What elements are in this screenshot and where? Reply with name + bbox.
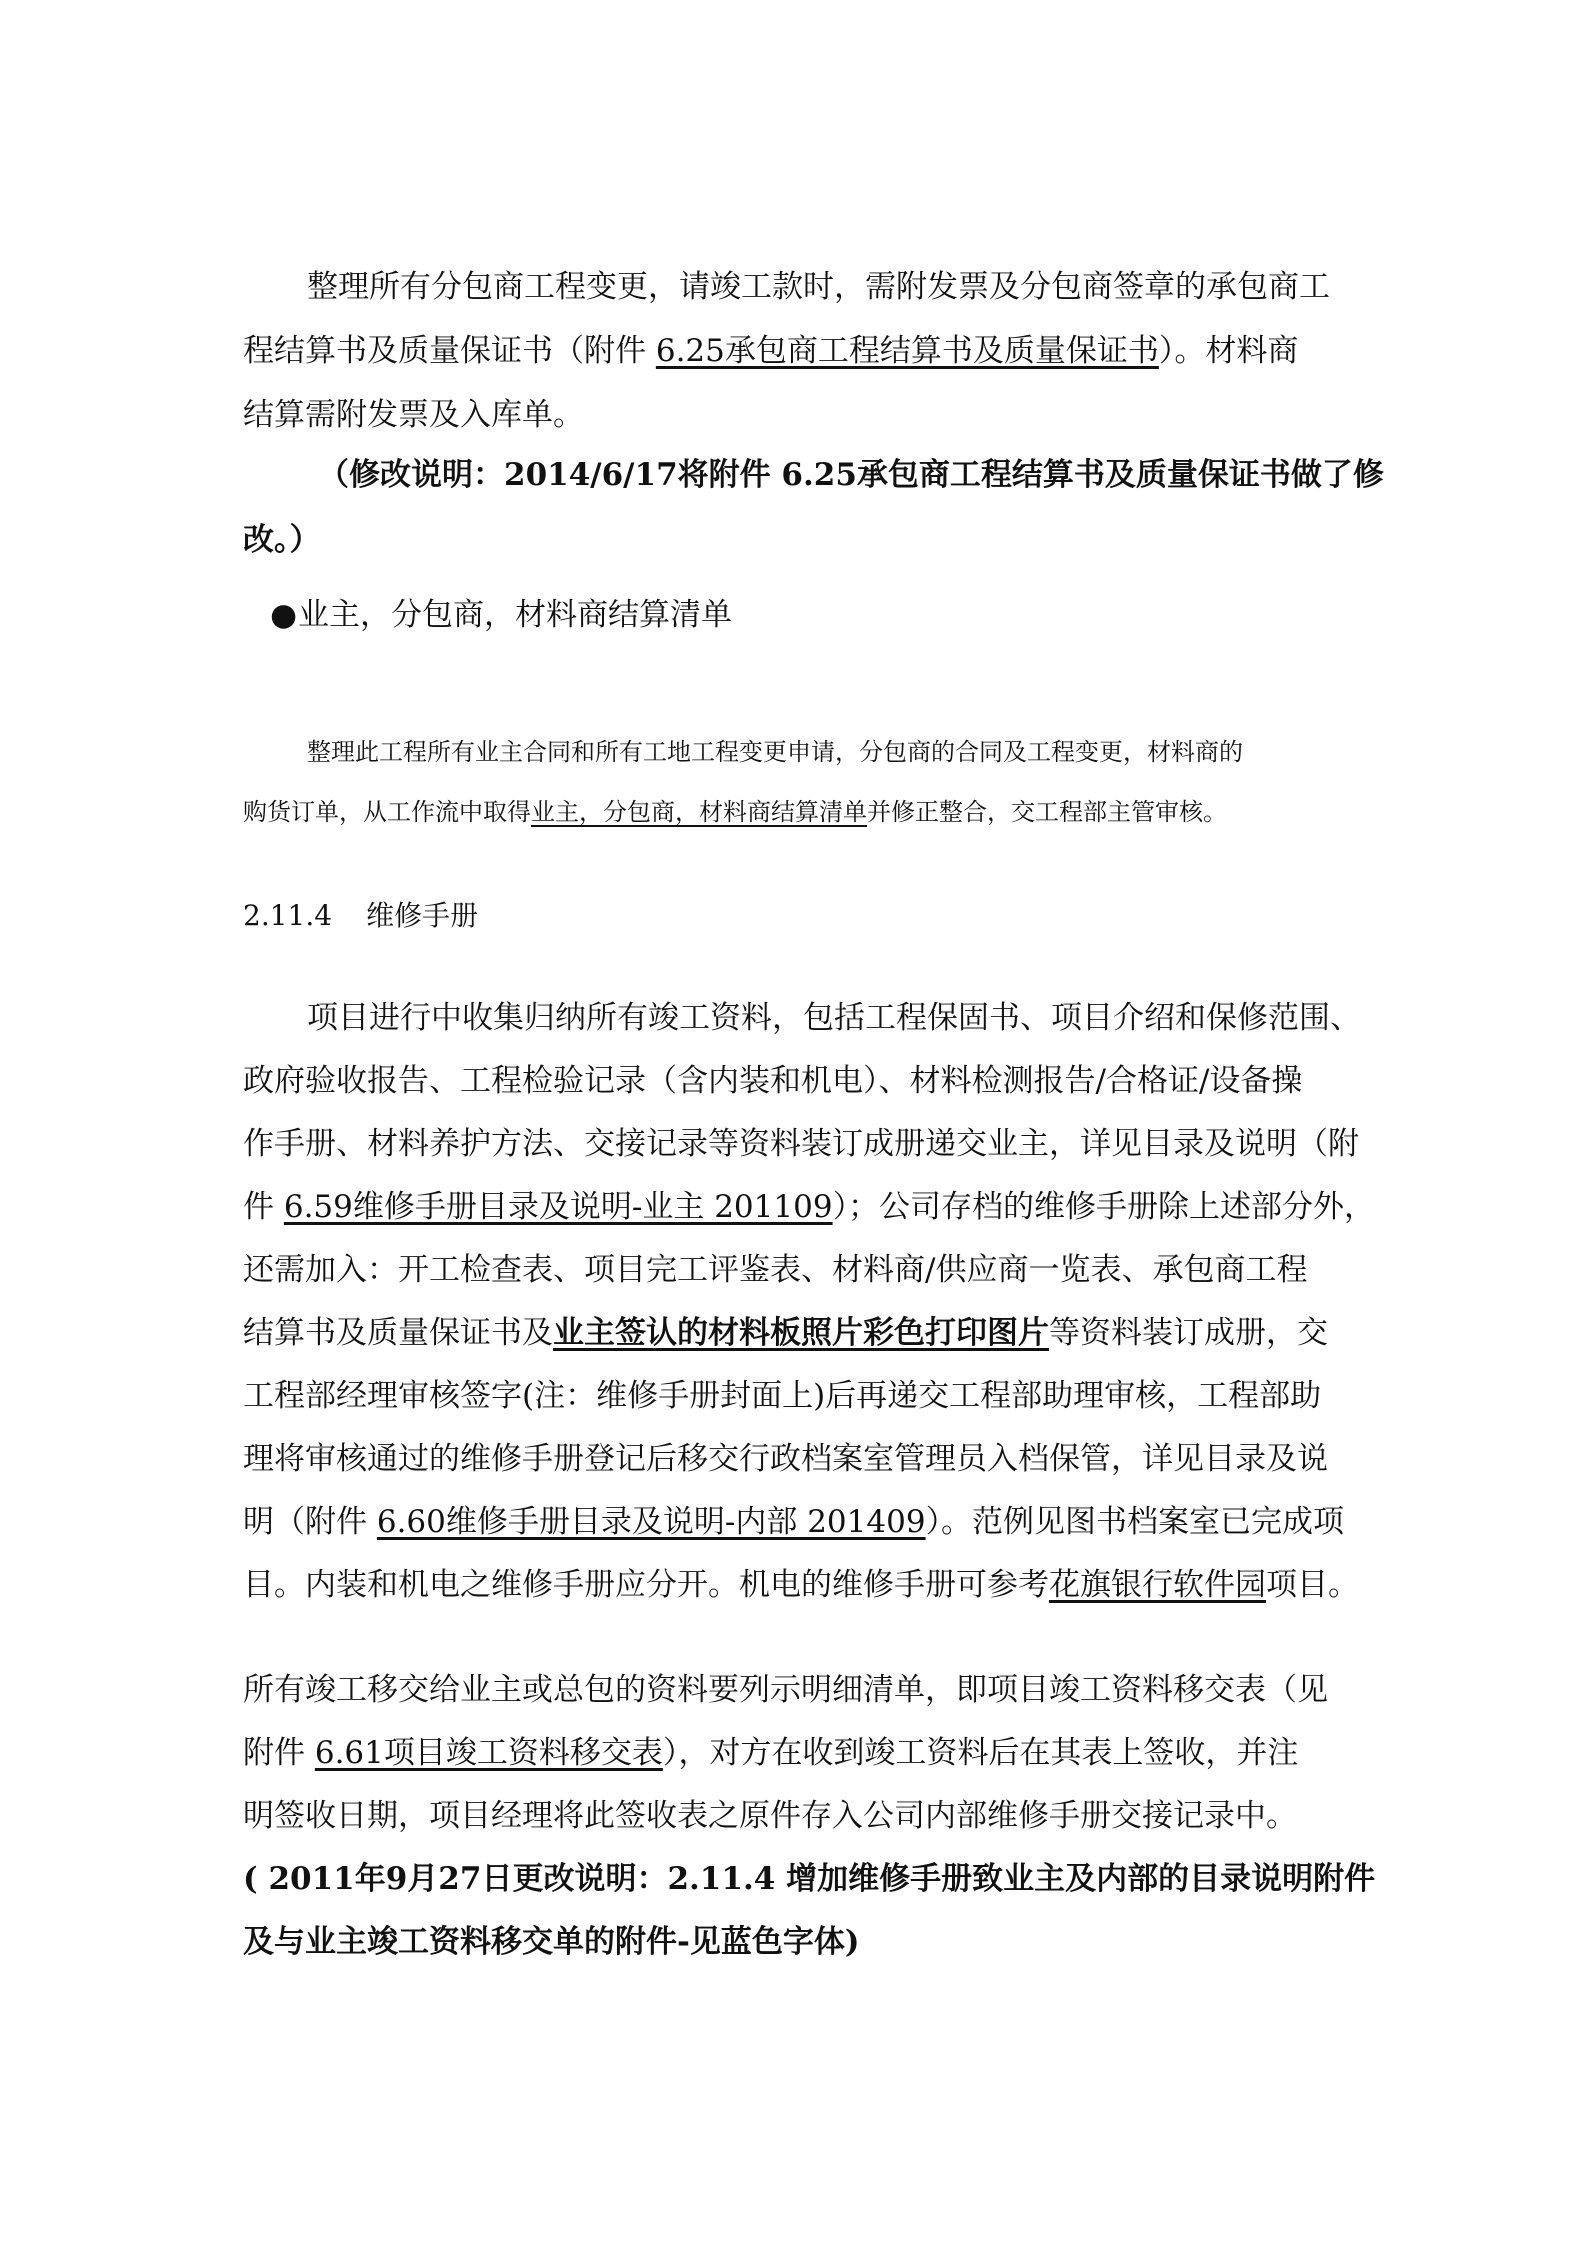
attachment-link-6-61[interactable]: 6.61项目竣工资料移交表 xyxy=(314,1735,663,1771)
text: 并修正整合，交工程部主管审核。 xyxy=(867,798,1227,826)
paragraph-3-line-7: 工程部经理审核签字(注：维修手册封面上)后再递交工程部助理审核，工程部助 xyxy=(243,1378,1322,1414)
paragraph-3-line-10 xyxy=(243,1559,1359,1611)
paragraph-3-line-5: 还需加入：开工检查表、项目完工评鉴表、材料商/供应商一览表、承包商工程 xyxy=(243,1252,1308,1288)
revision-note-2-line-1: ( 2011年9月27日更改说明：2.11.4 增加维修手册致业主及内部的目录说明附件 xyxy=(243,1861,1376,1897)
section-title: 维修手册 xyxy=(366,899,479,932)
paragraph-3-line-2: 政府验收报告、工程检验记录（含内装和机电）、材料检测报告/合格证/设备操 xyxy=(243,1063,1303,1099)
paragraph-3-line-3: 作手册、材料养护方法、交接记录等资料装订成册递交业主，详见目录及说明（附 xyxy=(243,1126,1359,1162)
section-heading xyxy=(243,890,1353,942)
text: ）；公司存档的维修手册除上述部分外， xyxy=(832,1189,1376,1225)
attachment-link-6-60[interactable]: 6.60维修手册目录及说明-内部 201409 xyxy=(376,1504,926,1540)
text: 项目。 xyxy=(1266,1567,1359,1603)
paragraph-2-line-2 xyxy=(243,786,1353,838)
paragraph-4-line-3: 明签收日期，项目经理将此签收表之原件存入公司内部维修手册交接记录中。 xyxy=(243,1798,1297,1834)
bullet-item xyxy=(270,589,1380,641)
revision-note-1-line-2: 改。） xyxy=(243,522,321,558)
paragraph-2-line-1: 整理此工程所有业主合同和所有工地工程变更申请，分包商的合同及工程变更，材料商的 xyxy=(307,738,1243,766)
paragraph-1-line-1: 整理所有分包商工程变更，请竣工款时，需附发票及分包商签章的承包商工 xyxy=(307,269,1330,305)
text: 目。内装和机电之维修手册应分开。机电的维修手册可参考 xyxy=(243,1567,1049,1603)
text: 附件 xyxy=(243,1735,315,1771)
paragraph-3-line-4 xyxy=(243,1181,1376,1233)
bullet-text: 业主，分包商，材料商结算清单 xyxy=(298,597,732,633)
paragraph-1-line-3: 结算需附发票及入库单。 xyxy=(243,397,584,433)
text: 等资料装订成册，交 xyxy=(1049,1315,1328,1351)
attachment-link-6-59[interactable]: 6.59维修手册目录及说明-业主 201109 xyxy=(283,1189,833,1225)
text: 程结算书及质量保证书（附件 xyxy=(243,333,656,369)
paragraph-3-line-9 xyxy=(243,1496,1353,1548)
text: 购货订单，从工作流中取得 xyxy=(243,798,531,826)
paragraph-4-line-1: 所有竣工移交给业主或总包的资料要列示明细清单，即项目竣工资料移交表（见 xyxy=(243,1672,1328,1708)
text: ），对方在收到竣工资料后在其表上签收，并注 xyxy=(662,1735,1299,1771)
section-number: 2.11.4 xyxy=(243,899,333,932)
bullet-icon: ● xyxy=(270,597,298,633)
text: 明（附件 xyxy=(243,1504,377,1540)
paragraph-3-line-8: 理将审核通过的维修手册登记后移交行政档案室管理员入档保管，详见目录及说 xyxy=(243,1441,1328,1477)
paragraph-3-line-6 xyxy=(243,1307,1353,1359)
text: 件 xyxy=(243,1189,284,1225)
paragraph-4-line-2 xyxy=(243,1727,1353,1779)
revision-note-2-line-2: 及与业主竣工资料移交单的附件-见蓝色字体) xyxy=(243,1924,860,1960)
paragraph-1-line-2 xyxy=(243,325,1353,377)
material-photo-link[interactable]: 业主签认的材料板照片彩色打印图片 xyxy=(553,1315,1049,1351)
attachment-link-6-25[interactable]: 6.25承包商工程结算书及质量保证书 xyxy=(655,333,1159,369)
settlement-list-link[interactable]: 业主，分包商，材料商结算清单 xyxy=(531,798,867,826)
citibank-project-link[interactable]: 花旗银行软件园 xyxy=(1049,1567,1266,1603)
paragraph-3-line-1: 项目进行中收集归纳所有竣工资料，包括工程保固书、项目介绍和保修范围、 xyxy=(307,1000,1361,1036)
text: ）。材料商 xyxy=(1158,333,1299,369)
revision-note-1-line-1: （修改说明：2014/6/17将附件 6.25承包商工程结算书及质量保证书做了修 xyxy=(318,457,1384,493)
text: 结算书及质量保证书及 xyxy=(243,1315,553,1351)
text: ）。范例见图书档案室已完成项 xyxy=(925,1504,1345,1540)
